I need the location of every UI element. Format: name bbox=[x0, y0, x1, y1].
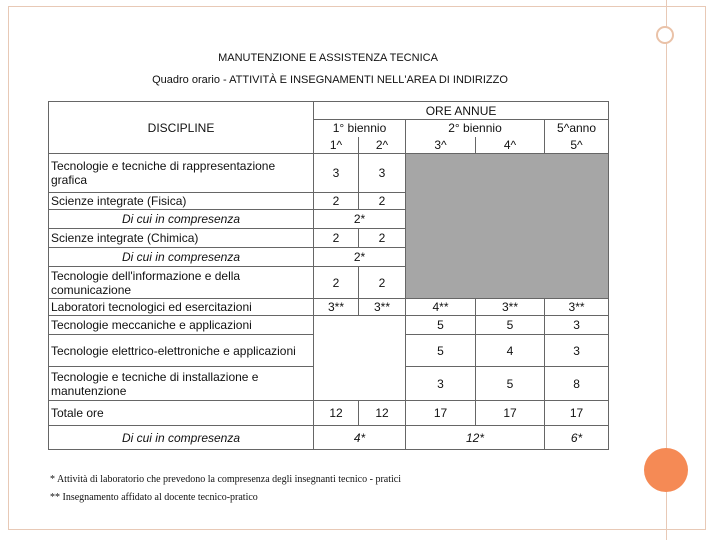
compresenza-label: Di cui in compresenza bbox=[49, 210, 314, 229]
table-row bbox=[49, 102, 609, 120]
compresenza-label: Di cui in compresenza bbox=[49, 426, 314, 450]
hours-cell: 4 bbox=[476, 335, 545, 367]
compresenza-label: Di cui in compresenza bbox=[49, 248, 314, 267]
discipline-label: Tecnologie meccaniche e applicazioni bbox=[49, 316, 314, 335]
decorative-circle-small bbox=[656, 26, 674, 44]
year-1-header: 1^ bbox=[314, 137, 359, 154]
hours-cell: 2 bbox=[314, 267, 359, 299]
hours-cell: 5 bbox=[476, 367, 545, 401]
compresenza-cell: 12* bbox=[406, 426, 545, 450]
hours-cell: 2 bbox=[359, 229, 406, 248]
compresenza-cell: 2* bbox=[314, 210, 406, 229]
page-subtitle: Quadro orario - ATTIVITÀ E INSEGNAMENTI NELL'AREA DI INDIRIZZO bbox=[152, 74, 508, 86]
hours-cell: 2 bbox=[359, 193, 406, 210]
hours-cell: 2 bbox=[314, 193, 359, 210]
hours-cell: 3** bbox=[545, 299, 609, 316]
discipline-label: Tecnologie e tecniche di installazione e manutenzione bbox=[49, 367, 314, 401]
compresenza-cell: 4* bbox=[314, 426, 406, 450]
table-row bbox=[49, 154, 609, 193]
compresenza-cell: 6* bbox=[545, 426, 609, 450]
anno5-header: 5^anno bbox=[545, 120, 609, 137]
empty-cell bbox=[314, 316, 406, 401]
hours-cell: 5 bbox=[406, 316, 476, 335]
hours-cell: 8 bbox=[545, 367, 609, 401]
year-5-header: 5^ bbox=[545, 137, 609, 154]
hours-cell: 3** bbox=[314, 299, 359, 316]
hours-cell: 3 bbox=[406, 367, 476, 401]
footnote-docente: ** Insegnamento affidato al docente tecnico-pratico bbox=[50, 492, 258, 503]
total-cell: 12 bbox=[314, 401, 359, 426]
year-2-header: 2^ bbox=[359, 137, 406, 154]
year-3-header: 3^ bbox=[406, 137, 476, 154]
schedule-table bbox=[48, 101, 609, 450]
discipline-label: Tecnologie elettrico-elettroniche e applicazioni bbox=[49, 335, 314, 367]
footnote-compresenza: * Attività di laboratorio che prevedono la compresenza degli insegnanti tecnico - pratici bbox=[50, 474, 401, 485]
table-row bbox=[49, 401, 609, 426]
table-row bbox=[49, 299, 609, 316]
hours-cell: 3 bbox=[359, 154, 406, 193]
total-cell: 17 bbox=[406, 401, 476, 426]
total-cell: 17 bbox=[476, 401, 545, 426]
hours-cell: 3 bbox=[545, 316, 609, 335]
ore-annue-header: ORE ANNUE bbox=[314, 102, 609, 120]
table-row bbox=[49, 316, 609, 335]
discipline-label: Scienze integrate (Fisica) bbox=[49, 193, 314, 210]
hours-cell: 2 bbox=[359, 267, 406, 299]
hours-cell: 5 bbox=[406, 335, 476, 367]
biennio2-header: 2° biennio bbox=[406, 120, 545, 137]
biennio1-header: 1° biennio bbox=[314, 120, 406, 137]
decorative-circle-orange bbox=[644, 448, 688, 492]
hours-cell: 3 bbox=[545, 335, 609, 367]
hours-cell: 3** bbox=[359, 299, 406, 316]
total-cell: 17 bbox=[545, 401, 609, 426]
total-label: Totale ore bbox=[49, 401, 314, 426]
hours-cell: 3** bbox=[476, 299, 545, 316]
discipline-label: Scienze integrate (Chimica) bbox=[49, 229, 314, 248]
discipline-label: Tecnologie dell'informazione e della comunicazione bbox=[49, 267, 314, 299]
hours-cell: 5 bbox=[476, 316, 545, 335]
page-title: MANUTENZIONE E ASSISTENZA TECNICA bbox=[218, 52, 438, 64]
discipline-label: Tecnologie e tecniche di rappresentazione grafica bbox=[49, 154, 314, 193]
compresenza-cell: 2* bbox=[314, 248, 406, 267]
total-cell: 12 bbox=[359, 401, 406, 426]
year-4-header: 4^ bbox=[476, 137, 545, 154]
not-applicable-block bbox=[406, 154, 609, 299]
table-row bbox=[49, 426, 609, 450]
hours-cell: 3 bbox=[314, 154, 359, 193]
discipline-label: Laboratori tecnologici ed esercitazioni bbox=[49, 299, 314, 316]
hours-cell: 2 bbox=[314, 229, 359, 248]
hours-cell: 4** bbox=[406, 299, 476, 316]
discipline-header: DISCIPLINE bbox=[49, 102, 314, 154]
